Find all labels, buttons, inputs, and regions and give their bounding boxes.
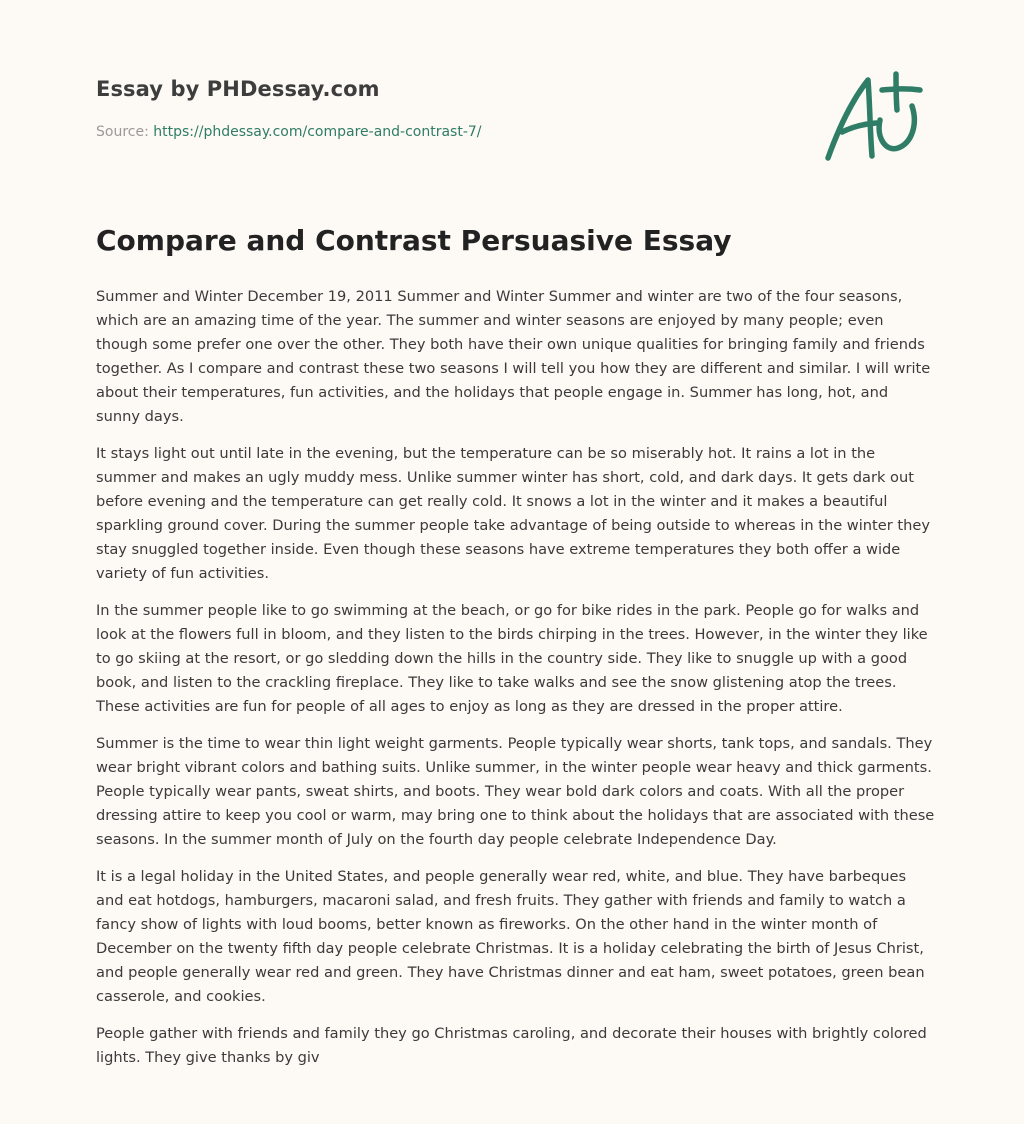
essay-paragraph: People gather with friends and family they go Christmas caroling, and decorate their houses with brightly colored lights. They give thanks by giv [96, 1025, 927, 1066]
site-title: Essay by PHDessay.com [96, 77, 380, 101]
essay-body [96, 285, 936, 1083]
a-plus-logo-icon [822, 66, 926, 166]
essay-paragraph: Summer and Winter December 19, 2011 Summer and Winter Summer and winter are two of the four seasons, which are an amazing time of the year. The summer and winter seasons are enjoyed by many people; even though some prefer one over the other. They both have their own unique qualities for bringing family and friends together. As I compare and contrast these two seasons I will tell you how they are different and similar. I will write about their temperatures, fun activities, and the holidays that people engage in. Summer has long, hot, and sunny days. [96, 288, 931, 425]
source-line [96, 124, 482, 140]
source-link[interactable]: https://phdessay.com/compare-and-contrast-7/ [153, 124, 482, 140]
essay-paragraph: It stays light out until late in the evening, but the temperature can be so miserably hot. It rains a lot in the summer and makes an ugly muddy mess. Unlike summer winter has short, cold, and dark days. It gets dark out before evening and the temperature can get really cold. It snows a lot in the winter and it makes a beautiful sparkling ground cover. During the summer people take advantage of being outside to whereas in the winter they stay snuggled together inside. Even though these seasons have extreme temperatures they both offer a wide variety of fun activities. [96, 445, 930, 582]
essay-paragraph: In the summer people like to go swimming at the beach, or go for bike rides in the park. People go for walks and look at the flowers full in bloom, and they listen to the birds chirping in the trees. However, in the winter they like to go skiing at the resort, or go sledding down the hills in the country side. They like to snuggle up with a good book, and listen to the crackling fireplace. They like to take walks and see the snow glistening atop the trees. These activities are fun for people of all ages to enjoy as long as they are dressed in the proper attire. [96, 602, 928, 715]
essay-paragraph: Summer is the time to wear thin light weight garments. People typically wear shorts, tank tops, and sandals. They wear bright vibrant colors and bathing suits. Unlike summer, in the winter people wear heavy and thick garments. People typically wear pants, sweat shirts, and boots. They wear bold dark colors and coats. With all the proper dressing attire to keep you cool or warm, may bring one to think about the holidays that are associated with these seasons. In the summer month of July on the fourth day people celebrate Independence Day. [96, 735, 935, 848]
source-label: Source: [96, 124, 149, 140]
essay-title: Compare and Contrast Persuasive Essay [96, 224, 732, 257]
essay-paragraph: It is a legal holiday in the United States, and people generally wear red, white, and blue. They have barbeques and eat hotdogs, hamburgers, macaroni salad, and fresh fruits. They gather with friends and family to watch a fancy show of lights with loud booms, better known as fireworks. On the other hand in the winter month of December on the twenty fifth day people celebrate Christmas. It is a holiday celebrating the birth of Jesus Christ, and people generally wear red and green. They have Christmas dinner and eat ham, sweet potatoes, green bean casserole, and cookies. [96, 868, 925, 1005]
